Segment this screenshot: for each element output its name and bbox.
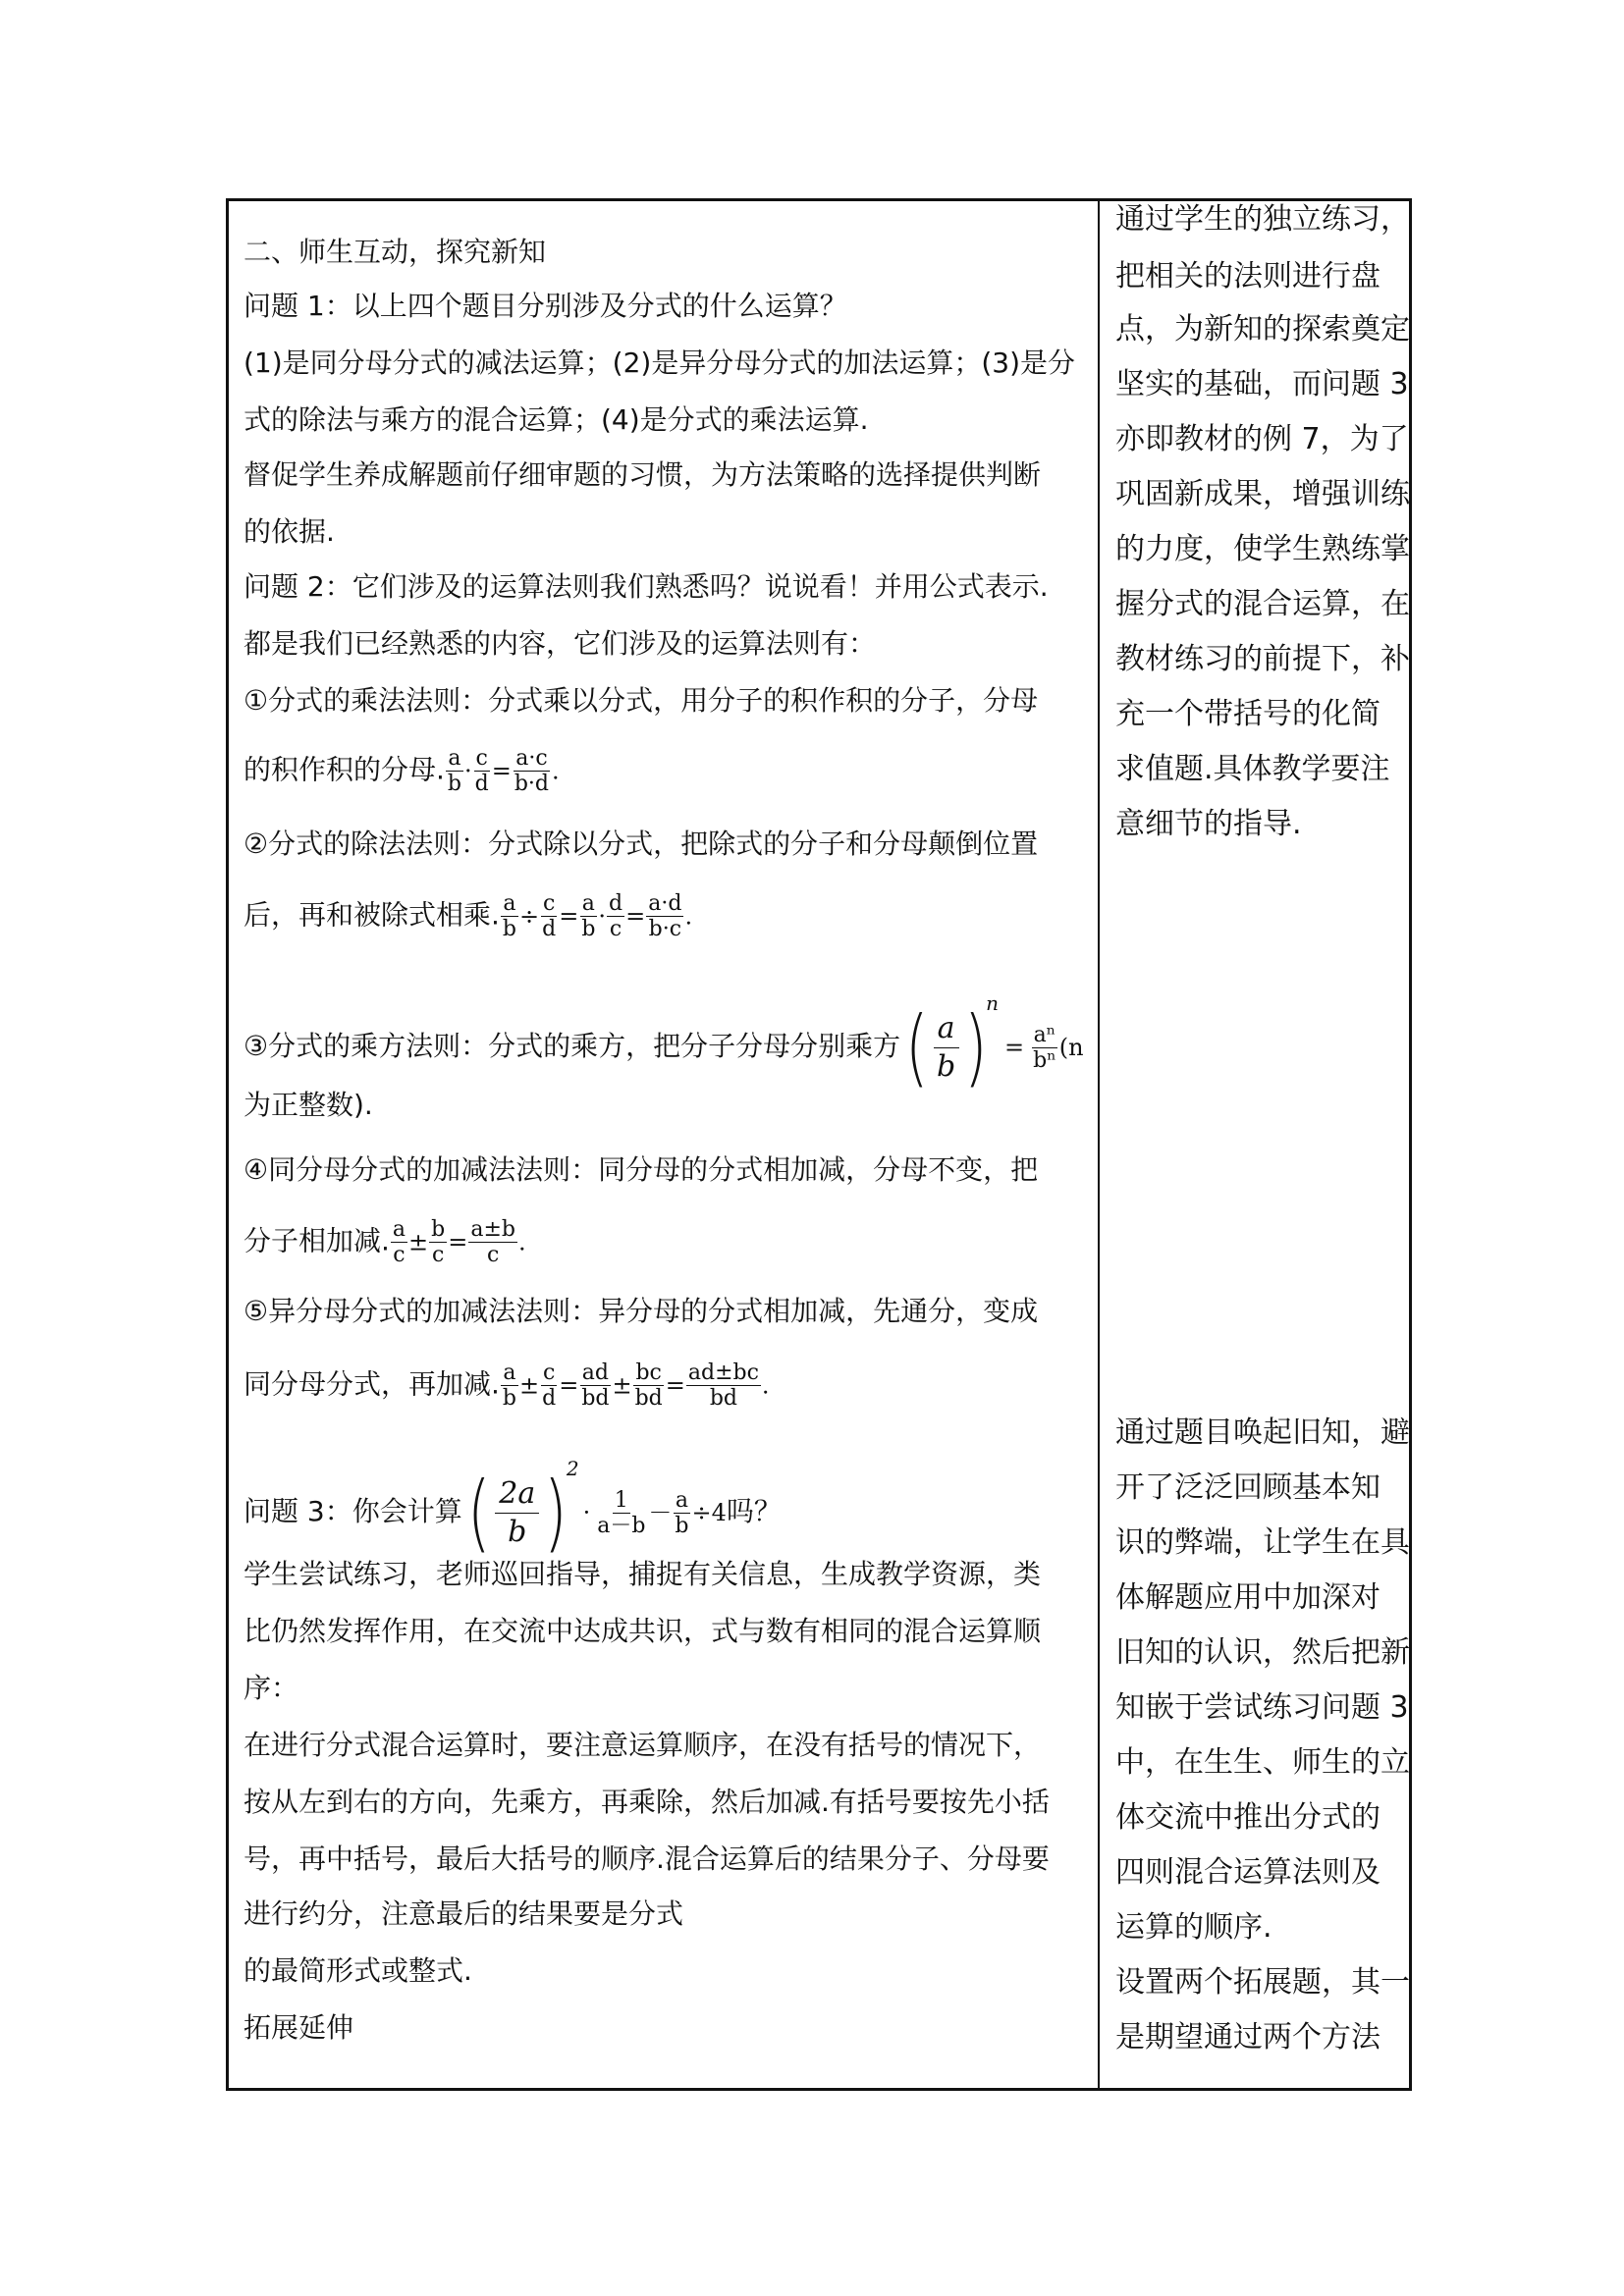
rule-2-formula-line: 后，再和被除式相乘. $\frac{a}{b}$ ÷ $\frac{c}{d}$ = $\frac{a}{b}$ · $\frac{d}{c}$ = $\frac{a\cdot d}{b\cdot c}$ .	[244, 891, 693, 941]
note-line: 的力度，使学生熟练掌	[1115, 532, 1410, 566]
note-line: 点，为新知的探索奠定	[1115, 312, 1410, 347]
note-line: 通过题目唤起旧知，避	[1115, 1415, 1410, 1450]
note-line: 亦即教材的例 7，为了	[1115, 422, 1409, 456]
rule-3-line: ③分式的乘方法则：分式的乘方，把分子分母分别乘方( $\frac{a}{b}$ )$^n$= $\frac{\text{aⁿ}}{\text{bⁿ}}$ (n	[244, 991, 1084, 1096]
fraction: $\frac{1}{a-b}$	[597, 1487, 646, 1538]
note-line: 求值题.具体教学要注	[1115, 752, 1390, 786]
note-line: 体交流中推出分式的	[1115, 1800, 1380, 1835]
note-line: 知嵌于尝试练习问题 3	[1115, 1690, 1409, 1725]
text-line: 督促学生养成解题前仔细审题的习惯，为方法策略的选择提供判断	[244, 458, 1042, 491]
text-line: 都是我们已经熟悉的内容，它们涉及的运算法则有：	[244, 627, 877, 660]
note-line: 设置两个拓展题，其一	[1115, 1965, 1410, 2000]
text: 问题 3：你会计算	[244, 1495, 462, 1527]
note-line: 体解题应用中加深对	[1115, 1580, 1380, 1615]
note-line: 运算的顺序.	[1115, 1910, 1272, 1945]
fraction: $\frac{ad\pm bc}{bd}$	[687, 1361, 759, 1411]
note-line: 中，在生生、师生的立	[1115, 1745, 1410, 1780]
note-line: 意细节的指导.	[1115, 807, 1302, 841]
note-line: 开了泛泛回顾基本知	[1115, 1470, 1380, 1505]
note-line: 教材练习的前提下，补	[1115, 642, 1410, 676]
fraction: $\frac{a}{b}$	[447, 746, 461, 796]
rule-4: ④同分母分式的加减法法则：同分母的分式相加减，分母不变，把	[244, 1153, 1039, 1186]
fraction: $\frac{d}{c}$	[609, 891, 623, 941]
text: 同分母分式，再加减.	[244, 1367, 500, 1401]
text-line: 按从左到右的方向，先乘方，再乘除，然后加减.有括号要按先小括	[244, 1786, 1050, 1818]
fraction: $\frac{a\pm b}{c}$	[470, 1217, 515, 1267]
note-line: 旧知的认识，然后把新	[1115, 1635, 1410, 1670]
fraction: $\frac{a}{b}$	[934, 1010, 959, 1086]
fraction: $\frac{a}{b}$	[502, 891, 516, 941]
section-heading: 二、师生互动，探究新知	[244, 236, 547, 268]
fraction: $\frac{c}{d}$	[542, 1361, 557, 1411]
text: 后，再和被除式相乘.	[244, 898, 500, 932]
rule-5-formula-line: 同分母分式，再加减. $\frac{a}{b}$ ± $\frac{c}{d}$ = $\frac{ad}{bd}$ ± $\frac{bc}{bd}$ = $\frac{ad\pm bc}{bd}$ .	[244, 1361, 770, 1411]
answer-line: 式的除法与乘方的混合运算；(4)是分式的乘法运算.	[244, 403, 869, 436]
rule-5: ⑤异分母分式的加减法法则：异分母的分式相加减，先通分，变成	[244, 1295, 1039, 1327]
text: (n	[1058, 1034, 1084, 1061]
note-line: 充一个带括号的化简	[1115, 697, 1380, 731]
column-divider	[1098, 198, 1100, 2091]
note-line: 识的弊端，让学生在具	[1115, 1525, 1410, 1560]
question-1: 问题 1：以上四个题目分别涉及分式的什么运算？	[244, 290, 847, 322]
fraction: $\frac{a}{c}$	[392, 1217, 406, 1267]
text: ③分式的乘方法则：分式的乘方，把分子分母分别乘方	[244, 1030, 901, 1062]
note-line: 巩固新成果，增强训练	[1115, 477, 1410, 511]
text-line: 的最简形式或整式.	[244, 1954, 472, 1987]
rule-4-formula-line: 分子相加减. $\frac{a}{c}$ ± $\frac{b}{c}$ = $\frac{a\pm b}{c}$ .	[244, 1217, 526, 1267]
text: 分子相加减.	[244, 1224, 390, 1257]
question-3-line: 问题 3：你会计算( $\frac{2a}{b}$ )$^2$· $\frac{1}{a-b}$ － $\frac{a}{b}$ ÷4吗？	[244, 1457, 782, 1562]
fraction: $\frac{2a}{b}$	[495, 1475, 539, 1551]
note-line: 握分式的混合运算，在	[1115, 587, 1410, 621]
text-line: 序：	[244, 1672, 299, 1704]
text-line: 拓展延伸	[244, 2011, 354, 2044]
text: 吗？	[726, 1495, 782, 1527]
text-line: 比仍然发挥作用，在交流中达成共识，式与数有相同的混合运算顺	[244, 1615, 1042, 1647]
question-2: 问题 2：它们涉及的运算法则我们熟悉吗？说说看！并用公式表示.	[244, 570, 1049, 603]
fraction: $\frac{b}{c}$	[431, 1217, 446, 1267]
fraction: $\frac{a}{b}$	[502, 1361, 516, 1411]
text-line: 进行约分，注意最后的结果要是分式	[244, 1897, 684, 1930]
rule-2: ②分式的除法法则：分式除以分式，把除式的分子和分母颠倒位置	[244, 828, 1039, 860]
text-line: 学生尝试练习，老师巡回指导，捕捉有关信息，生成教学资源，类	[244, 1558, 1042, 1590]
fraction: $\frac{a}{b}$	[675, 1487, 689, 1538]
answer-line: (1)是同分母分式的减法运算；(2)是异分母分式的加法运算；(3)是分	[244, 347, 1075, 379]
fraction: $\frac{a\cdot c}{b\cdot d}$	[514, 746, 550, 796]
note-line: 坚实的基础，而问题 3	[1115, 367, 1409, 401]
fraction: $\frac{ad}{bd}$	[581, 1361, 610, 1411]
rule-1-formula-line: 的积作积的分母. $\frac{a}{b}$ · $\frac{c}{d}$ = $\frac{a\cdot c}{b\cdot d}$ .	[244, 746, 560, 796]
fraction: $\frac{c}{d}$	[542, 891, 557, 941]
note-line: 是期望通过两个方法	[1115, 2020, 1380, 2055]
fraction: $\frac{bc}{bd}$	[634, 1361, 663, 1411]
text: 的积作积的分母.	[244, 753, 445, 786]
fraction: $\frac{\text{aⁿ}}{\text{bⁿ}}$	[1033, 1022, 1056, 1073]
fraction: $\frac{c}{d}$	[474, 746, 489, 796]
text-line: 号，再中括号，最后大括号的顺序.混合运算后的结果分子、分母要	[244, 1842, 1050, 1875]
text-line: 为正整数).	[244, 1089, 373, 1121]
rule-1: ①分式的乘法法则：分式乘以分式，用分子的积作积的分子，分母	[244, 684, 1039, 717]
note-line: 四则混合运算法则及	[1115, 1855, 1380, 1890]
text-line: 的依据.	[244, 515, 335, 548]
fraction: $\frac{a}{b}$	[581, 891, 596, 941]
text-line: 在进行分式混合运算时，要注意运算顺序，在没有括号的情况下，	[244, 1729, 1042, 1761]
note-line: 把相关的法则进行盘	[1115, 259, 1380, 294]
fraction: $\frac{a\cdot d}{b\cdot c}$	[648, 891, 682, 941]
note-line: 通过学生的独立练习，	[1115, 202, 1410, 237]
